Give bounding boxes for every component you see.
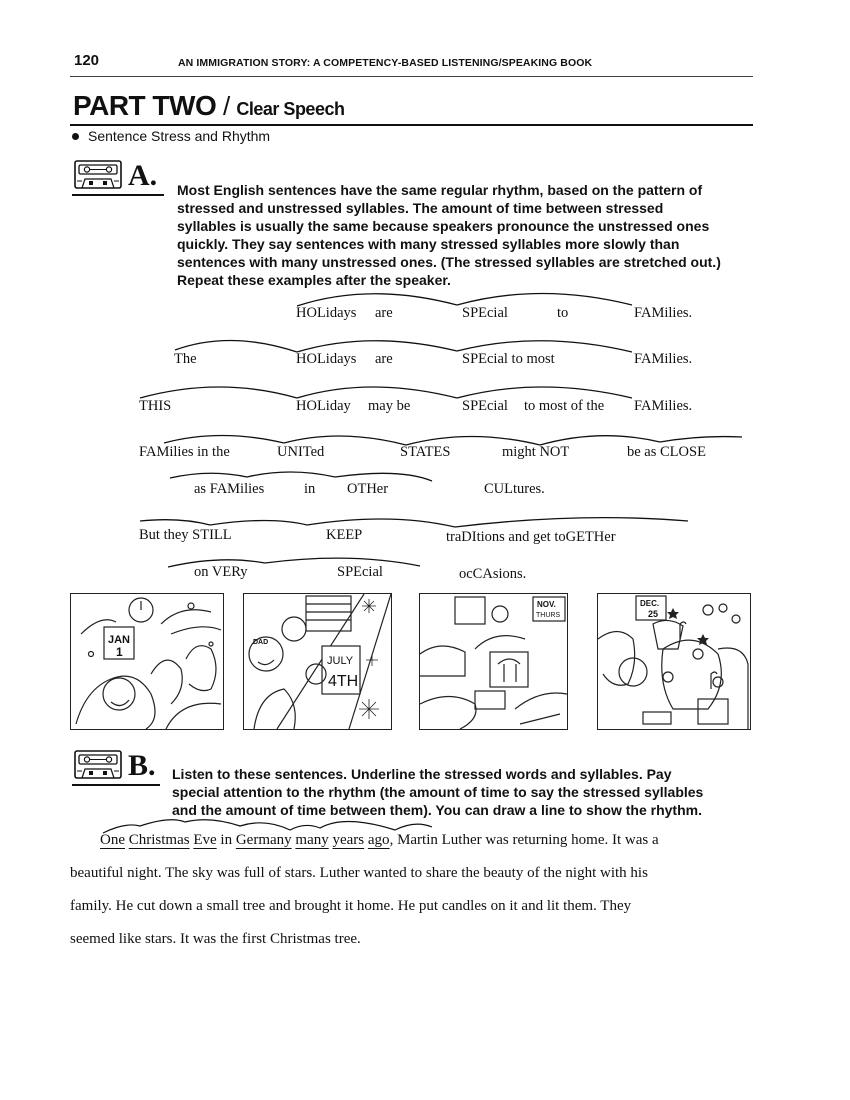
- rhythm-word: UNITed: [277, 444, 325, 460]
- instruction-line: Repeat these examples after the speaker.: [177, 272, 451, 288]
- rhythm-word: be as CLOSE: [627, 444, 706, 460]
- rhythm-word: may be: [368, 398, 411, 414]
- section-heading: [72, 128, 270, 144]
- rhythm-word: as FAMilies: [194, 481, 265, 497]
- running-head: AN IMMIGRATION STORY: A COMPETENCY-BASED LISTENING/SPEAKING BOOK: [178, 57, 593, 69]
- rhythm-word: CULtures.: [484, 481, 545, 497]
- paragraph-line: beautiful night. The sky was full of stars. Luther wanted to share the beauty of the night with his: [70, 865, 648, 881]
- rhythm-word: HOLiday: [296, 398, 351, 414]
- page-number: 120: [74, 52, 100, 69]
- calendar-month: DEC.: [640, 599, 660, 608]
- rhythm-word: might NOT: [502, 444, 570, 460]
- exercise-a-header: [74, 160, 157, 190]
- hat-text: DAD: [253, 639, 269, 646]
- rhythm-word: HOLidays: [296, 305, 357, 321]
- bullet-icon: [72, 133, 79, 140]
- paragraph-text: , Martin Luther was returning home. It was a: [389, 832, 659, 848]
- exercise-b-letter: B.: [128, 749, 156, 782]
- instruction-line: special attention to the rhythm (the amount of time to say the stressed syllables: [172, 784, 704, 800]
- calendar-day: 1: [116, 645, 123, 659]
- rhythm-word: to most of the: [524, 398, 605, 414]
- instruction-line: quickly. They say sentences with many stressed syllables more slowly than: [177, 236, 680, 252]
- rhythm-word: SPEcial to most: [462, 351, 555, 367]
- rhythm-word: in: [304, 481, 316, 497]
- instruction-line: sentences with many unstressed ones. (The stressed syllables are stretched out.): [177, 254, 721, 270]
- new-years-drawing: [71, 594, 223, 729]
- cassette-tape-icon: [74, 750, 124, 780]
- thanksgiving-illustration: [419, 593, 568, 730]
- rhythm-word: FAMilies.: [634, 351, 693, 367]
- rhythm-word: HOLidays: [296, 351, 357, 367]
- new-years-illustration: [70, 593, 224, 730]
- part-title-slash: /: [216, 91, 237, 121]
- rhythm-word: are: [375, 305, 393, 321]
- calendar-day: THURS: [536, 612, 561, 619]
- calendar-month: JULY: [327, 655, 354, 667]
- stressed-word: Eve: [193, 832, 217, 848]
- paragraph-line: family. He cut down a small tree and brought it home. He put candles on it and lit them. They: [70, 898, 632, 914]
- rhythm-word: THIS: [139, 398, 172, 414]
- unstressed-text: in: [216, 832, 236, 848]
- rhythm-word: are: [375, 351, 393, 367]
- rhythm-word: to: [557, 305, 569, 321]
- fourth-of-july-illustration: [243, 593, 392, 730]
- exercise-b-instructions: [172, 765, 762, 819]
- rhythm-word: SPEcial: [462, 398, 508, 414]
- calendar-month: JAN: [108, 634, 131, 646]
- rhythm-word: traDItions and get toGETHer: [446, 529, 616, 545]
- rhythm-word: SPEcial: [337, 564, 383, 580]
- stressed-word: many: [295, 832, 329, 848]
- stressed-word: Christmas: [128, 832, 190, 848]
- instruction-line: Listen to these sentences. Underline the stressed words and syllables. Pay: [172, 766, 672, 782]
- instruction-line: syllables is usually the same because speakers pronounce the unstressed ones: [177, 218, 710, 234]
- rhythm-word: SPEcial: [462, 305, 508, 321]
- paragraph-line: seemed like stars. It was the first Christmas tree.: [70, 931, 361, 947]
- part-rule: [70, 124, 753, 126]
- exercise-a-letter: A.: [128, 159, 158, 192]
- part-title: [73, 91, 344, 124]
- exercise-b-underline: [72, 784, 160, 786]
- calendar-day: 4TH: [328, 673, 359, 690]
- cassette-tape-icon: [74, 160, 124, 190]
- stressed-word: ago: [367, 832, 390, 848]
- instruction-line: and the amount of time between them). You can draw a line to show the rhythm.: [172, 802, 702, 818]
- rhythm-word: But they STILL: [139, 527, 232, 543]
- rhythm-word: OTHer: [347, 481, 389, 497]
- rhythm-word: The: [174, 351, 197, 367]
- rhythm-word: on VERy: [194, 564, 248, 580]
- rhythm-word: STATES: [400, 444, 451, 460]
- rhythm-word: FAMilies.: [634, 398, 693, 414]
- calendar-month: NOV.: [537, 600, 556, 609]
- rhythm-word: FAMilies in the: [139, 444, 230, 460]
- christmas-illustration: [597, 593, 751, 730]
- paragraph-line-1: [70, 824, 750, 857]
- exercise-b-header: [74, 750, 156, 780]
- exercise-a-underline: [72, 194, 164, 196]
- rhythm-word: KEEP: [326, 527, 363, 543]
- exercise-b-paragraph: [70, 824, 750, 956]
- exercise-a-instructions: [177, 181, 757, 289]
- instruction-line: Most English sentences have the same regular rhythm, based on the pattern of: [177, 182, 703, 198]
- header-rule: [70, 76, 753, 77]
- fourth-of-july-drawing: [244, 594, 391, 729]
- stressed-word: Germany: [235, 832, 292, 848]
- stressed-word: years: [332, 832, 365, 848]
- rhythm-word: ocCAsions.: [459, 566, 527, 582]
- thanksgiving-drawing: [420, 594, 567, 729]
- stressed-word: One: [100, 832, 125, 848]
- calendar-day: 25: [648, 609, 659, 619]
- christmas-drawing: [598, 594, 750, 729]
- instruction-line: stressed and unstressed syllables. The amount of time between stressed: [177, 200, 664, 216]
- part-subtitle: Clear Speech: [236, 99, 345, 119]
- part-title-main: PART TWO: [73, 90, 217, 121]
- section-heading-text: Sentence Stress and Rhythm: [88, 128, 271, 144]
- rhythm-word: FAMilies.: [634, 305, 693, 321]
